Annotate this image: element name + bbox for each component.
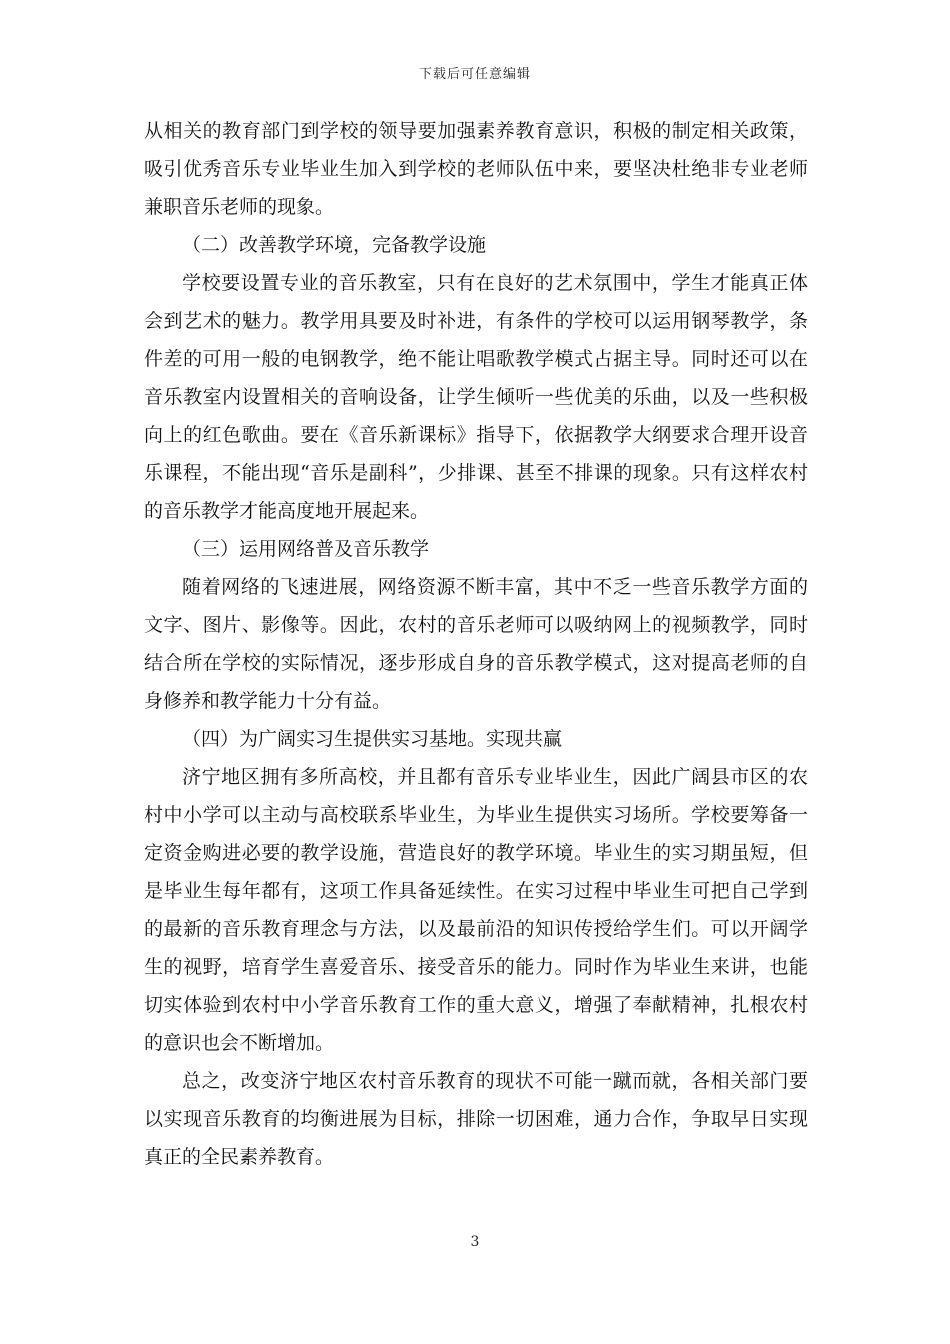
paragraph-intro: 从相关的教育部门到学校的领导要加强素养教育意识，积极的制定相关政策，吸引优秀音乐专业毕业生加入到学校的老师队伍中来，要坚决杜绝非专业老师兼职音乐老师的现象。 [144, 120, 808, 218]
section-heading-2: （二）改善教学环境，完备教学设施 [182, 234, 487, 256]
page-number: 3 [470, 1234, 480, 1250]
page-header: 下载后可任意编辑 [418, 67, 531, 82]
section-heading-4: （四）为广阔实习生提供实习基地。实现共赢 [182, 728, 563, 750]
paragraph-section-2: 学校要设置专业的音乐教室，只有在良好的艺术氛围中，学生才能真正体会到艺术的魅力。教学用具要及时补进，有条件的学校可以运用钢琴教学，条件差的可用一般的电钢教学，绝不能让唱歌教学模式占据主导。同时还可以在音乐教室内设置相关的音响设备，让学生倾听一些优美的乐曲，以及一些积极向上的红色歌曲。要在《音乐新课标》指导下，依据教学大纲要求合理开设音乐课程，不能出现“音乐是副科”，少排课、甚至不排课的现象。只有这样农村的音乐教学才能高度地开展起来。 [144, 272, 808, 522]
document-body [144, 112, 808, 1176]
section-heading-3: （三）运用网络普及音乐教学 [182, 538, 430, 560]
paragraph-conclusion: 总之，改变济宁地区农村音乐教育的现状不可能一蹴而就，各相关部门要以实现音乐教育的均衡进展为目标，排除一切困难，通力合作，争取早日实现真正的全民素养教育。 [144, 1070, 808, 1168]
paragraph-section-3: 随着网络的飞速进展，网络资源不断丰富，其中不乏一些音乐教学方面的文字、图片、影像等。因此，农村的音乐老师可以吸纳网上的视频教学，同时结合所在学校的实际情况，逐步形成自身的音乐教学模式，这对提高老师的自身修养和教学能力十分有益。 [144, 576, 808, 712]
paragraph-section-4: 济宁地区拥有多所高校，并且都有音乐专业毕业生，因此广阔县市区的农村中小学可以主动与高校联系毕业生，为毕业生提供实习场所。学校要筹备一定资金购进必要的教学设施，营造良好的教学环境。毕业生的实习期虽短，但是毕业生每年都有，这项工作具备延续性。在实习过程中毕业生可把自己学到的最新的音乐教育理念与方法，以及最前沿的知识传授给学生们。可以开阔学生的视野，培育学生喜爱音乐、接受音乐的能力。同时作为毕业生来讲，也能切实体验到农村中小学音乐教育工作的重大意义，增强了奉献精神，扎根农村的意识也会不断增加。 [144, 766, 808, 1054]
